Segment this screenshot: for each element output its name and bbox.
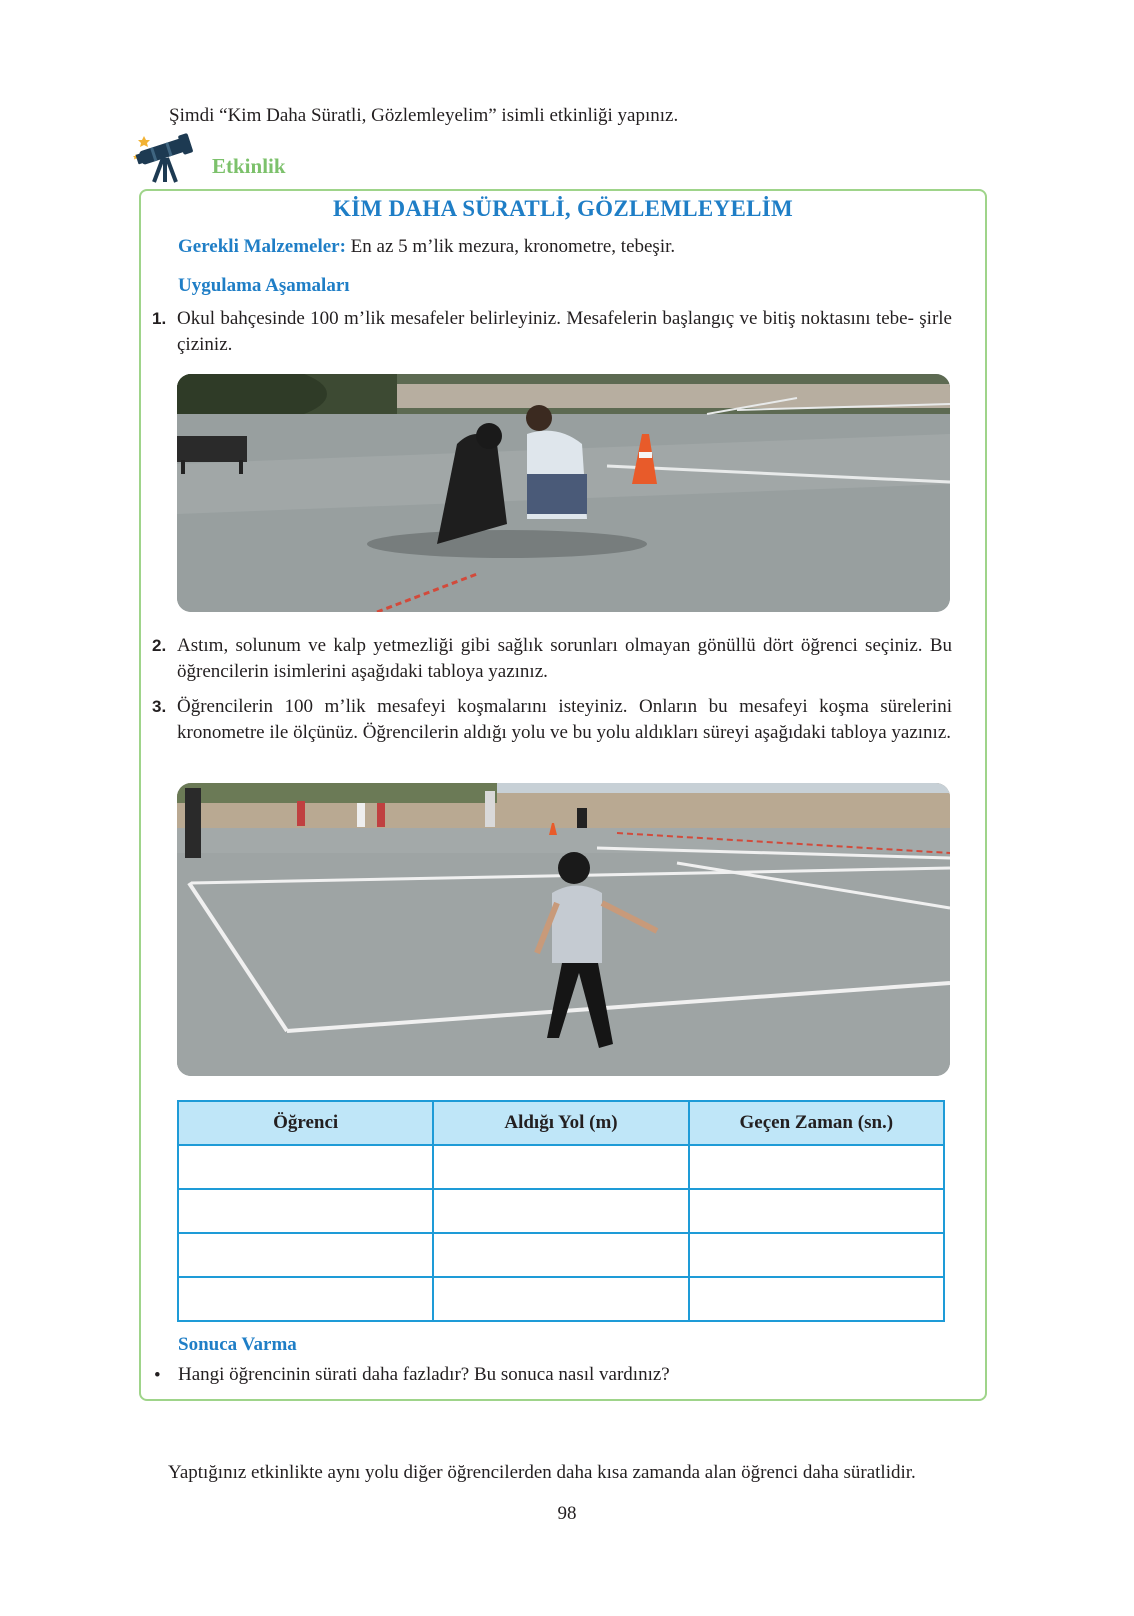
step-number: 1. — [152, 309, 167, 328]
activity-title: KİM DAHA SÜRATLİ, GÖZLEMLEYELİM — [333, 196, 793, 221]
closing-text: Yaptığınız etkinlikte aynı yolu diğer öğrencilerden daha kısa zamanda alan öğrenci daha süratlidir. — [168, 1462, 916, 1483]
table-cell — [178, 1145, 433, 1189]
table-row — [178, 1233, 944, 1277]
header-student: Öğrenci — [178, 1101, 433, 1145]
table-cell — [689, 1277, 944, 1321]
step-text: Öğrencilerin 100 m’lik mesafeyi koşmalarını isteyiniz. Onların bu mesafeyi koşma sürelerini kronometre ile ölçünüz. Öğrencilerin aldığı yolu ve bu yolu aldıkları süreyi aşağıdaki tabloya yazınız. — [177, 696, 952, 743]
table-cell — [433, 1233, 688, 1277]
table-row — [178, 1189, 944, 1233]
activity-label: Etkinlik — [212, 154, 286, 178]
page-number: 98 — [557, 1503, 577, 1524]
step-text: Okul bahçesinde 100 m’lik mesafeler belirleyiniz. Mesafelerin başlangıç ve bitiş noktasını tebe- şirle çiziniz. — [177, 308, 952, 355]
header-distance: Aldığı Yol (m) — [433, 1101, 688, 1145]
step-number: 3. — [152, 697, 167, 716]
table-header-row — [178, 1101, 944, 1145]
intro-text: Şimdi “Kim Daha Süratli, Gözlemleyelim” isimli etkinliği yapınız. — [169, 105, 679, 126]
step-number: 2. — [152, 636, 167, 655]
materials-line — [178, 236, 675, 258]
bullet-marker: • — [154, 1365, 161, 1386]
step-item — [152, 694, 952, 746]
step-text: Astım, solunum ve kalp yetmezliği gibi sağlık sorunları olmayan gönüllü dört öğrenci seçiniz. Bu öğrencilerin isimlerini aşağıdaki tabloya yazınız. — [177, 635, 952, 682]
conclusion-question: Hangi öğrencinin sürati daha fazladır? Bu sonuca nasıl vardınız? — [178, 1364, 670, 1385]
telescope-icon — [132, 128, 196, 184]
table-row — [178, 1277, 944, 1321]
observation-table — [177, 1100, 945, 1322]
table-cell — [689, 1233, 944, 1277]
table-cell — [689, 1145, 944, 1189]
step-item — [152, 306, 952, 358]
table-row — [178, 1145, 944, 1189]
running-photo — [177, 783, 950, 1076]
materials-text: En az 5 m’lik mezura, kronometre, tebeşir. — [350, 236, 676, 257]
table-cell — [689, 1189, 944, 1233]
table-cell — [433, 1277, 688, 1321]
materials-label: Gerekli Malzemeler: — [178, 236, 346, 257]
steps-heading: Uygulama Aşamaları — [178, 275, 350, 296]
step-item — [152, 633, 952, 685]
table-cell — [178, 1233, 433, 1277]
header-time: Geçen Zaman (sn.) — [689, 1101, 944, 1145]
measuring-photo — [177, 374, 950, 612]
table-cell — [433, 1145, 688, 1189]
table-cell — [178, 1189, 433, 1233]
table-cell — [178, 1277, 433, 1321]
conclusion-heading: Sonuca Varma — [178, 1334, 297, 1355]
table-cell — [433, 1189, 688, 1233]
